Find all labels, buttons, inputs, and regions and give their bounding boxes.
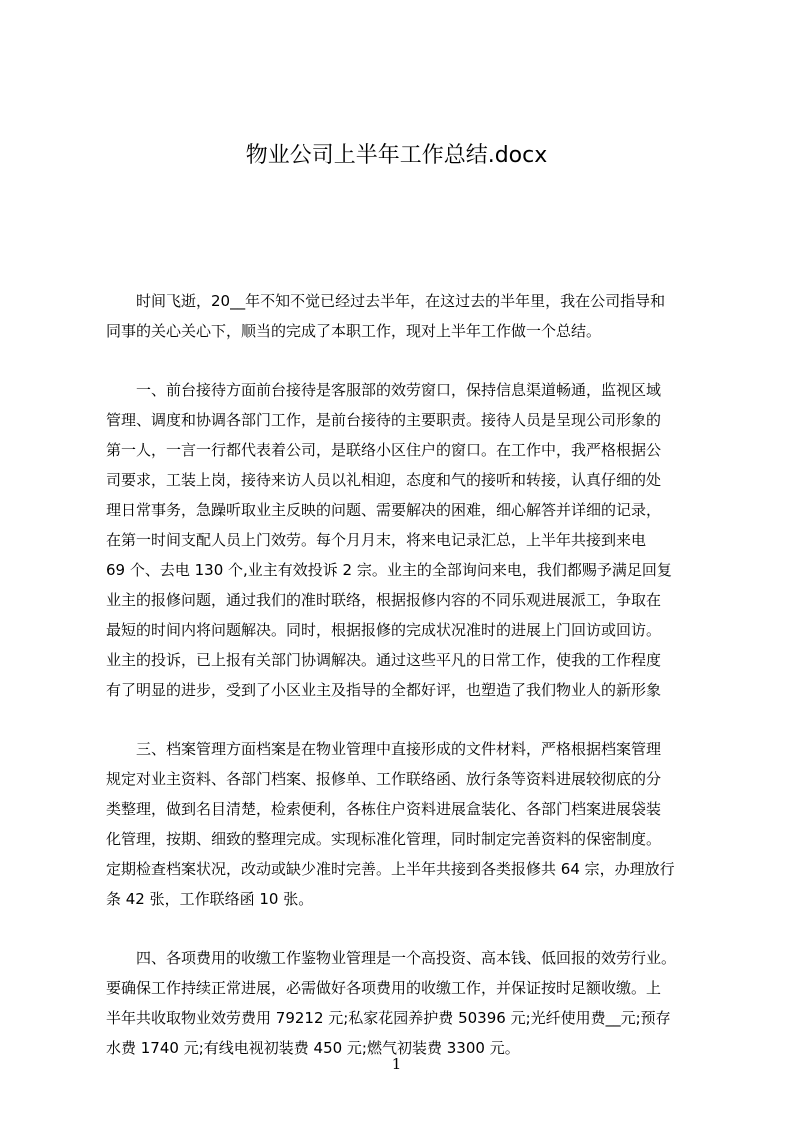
paragraph-archives: 三、档案管理方面档案是在物业管理中直接形成的文件材料，严格根据档案管理 规定对业主资料、各部门档案、报修单、工作联络函、放行条等资料进展较彻底的分 类整理，做到名目清楚，检索便利，各栋住户资料进展盒装化、各部门档案进展袋装 化管理，按期、细致的整理完成。实现标准化管理，同时制定完善资料的保密制度。 定期检查档案状况，改动或缺少准时完善。上半年共接到各类报修共 64 宗，办理放行 条 42 张，工作联络函 10 张。 bbox=[106, 740, 675, 908]
page-number: 1 bbox=[391, 1055, 402, 1073]
document-body bbox=[106, 286, 712, 1092]
document-title: 物业公司上半年工作总结.docx bbox=[245, 143, 548, 168]
paragraph-front-desk: 一、前台接待方面前台接待是客服部的效劳窗口，保持信息渠道畅通，监视区域 管理、调度和协调各部门工作，是前台接待的主要职责。接待人员是呈现公司形象的 第一人，一言一行都代表着公司，是联络小区住户的窗口。在工作中，我严格根据公 司要求，工装上岗，接待来访人员以礼相迎，态度和气的接听和转接，认真仔细的处 理日常事务，急躁听取业主反映的问题、需要解决的困难，细心解答并详细的记录， 在第一时间支配人员上门效劳。每个月月末，将来电记录汇总，上半年共接到来电 69 个、去电 130 个,业主有效投诉 2 宗。业主的全部询问来电，我们都赐予满足回复 业主的报修问题，通过我们的准时联络，根据报修内容的不同乐观进展派工，争取在 最短的时间内将问题解决。同时，根据报修的完成状况准时的进展上门回访或回访。 业主的投诉，已上报有关部门协调解决。通过这些平凡的日常工作，使我的工作程度 有了明显的进步，受到了小区业主及指导的全都好评，也塑造了我们物业人的新形象 bbox=[106, 381, 672, 699]
paragraph-fees: 四、各项费用的收缴工作鉴物业管理是一个高投资、高本钱、低回报的效劳行业。 要确保工作持续正常进展，必需做好各项费用的收缴工作，并保证按时足额收缴。上 半年共收取物业效劳费用 79212 元;私家花园养护费 50396 元;光纤使用费__元;预存 水费 1740 元;有线电视初装费 450 元;燃气初装费 3300 元。 bbox=[106, 949, 677, 1057]
paragraph-intro: 时间飞逝，20__年不知不觉已经过去半年，在这过去的半年里，我在公司指导和 同事的关心关心下，顺当的完成了本职工作，现对上半年工作做一个总结。 bbox=[106, 292, 666, 340]
